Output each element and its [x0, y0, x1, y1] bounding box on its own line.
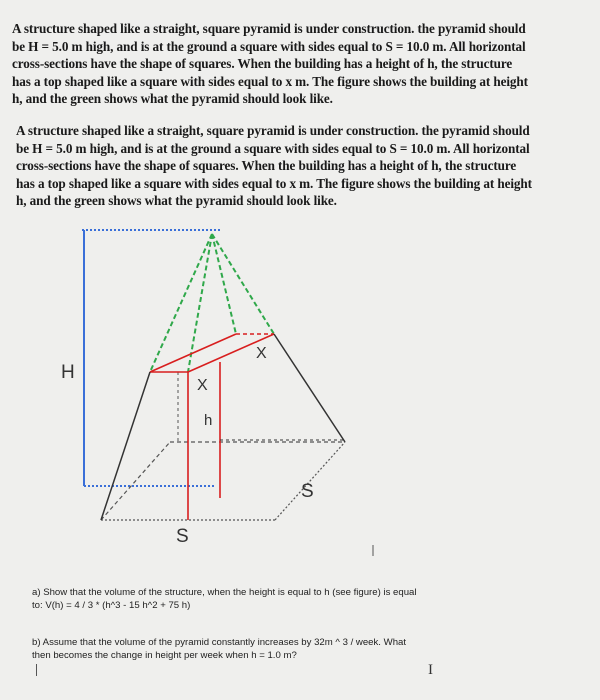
question-b: [32, 636, 572, 662]
question-a-line1: a) Show that the volume of the structure, when the height is equal to h (see figure) is equal: [32, 587, 417, 598]
problem-line: cross-sections have the shape of squares. When the building has a height of h, the structure: [16, 158, 517, 174]
label-H: H: [61, 362, 75, 383]
problem-line: h, and the green shows what the pyramid should look like.: [12, 91, 333, 107]
label-x-side: X: [256, 345, 267, 362]
question-b-line2: then becomes the change in height per week when h = 1.0 m?: [32, 650, 297, 661]
label-S-side: S: [301, 481, 314, 502]
question-a-formula: to: V(h) = 4 / 3 * (h^3 - 15 h^2 + 75 h): [32, 600, 191, 611]
problem-line: has a top shaped like a square with sides equal to x m. The figure shows the building at height: [16, 175, 532, 191]
caret-bar: [36, 664, 37, 676]
label-x-front: X: [197, 377, 208, 394]
problem-line: A structure shaped like a straight, square pyramid is under construction. the pyramid should: [12, 21, 526, 36]
text-cursor-icon: I: [428, 662, 433, 678]
problem-line: be H = 5.0 m high, and is at the ground a square with sides equal to S = 10.0 m. All horizontal: [12, 38, 526, 54]
problem-line: cross-sections have the shape of squares. When the building has a height of h, the structure: [12, 56, 513, 72]
label-h: h: [204, 412, 213, 429]
ground-left-edge: [101, 442, 170, 520]
label-S-front: S: [176, 526, 189, 547]
question-b-line1: b) Assume that the volume of the pyramid constantly increases by 32m ^ 3 / week. What: [32, 637, 407, 648]
problem-line: has a top shaped like a square with sides equal to x m. The figure shows the building at height: [12, 73, 528, 89]
problem-line: be H = 5.0 m high, and is at the ground a square with sides equal to S = 10.0 m. All horizontal: [16, 140, 530, 156]
problem-line: A structure shaped like a straight, square pyramid is under construction. the pyramid should: [16, 123, 530, 138]
question-a: [32, 586, 572, 612]
problem-line: h, and the green shows what the pyramid should look like.: [16, 193, 337, 209]
